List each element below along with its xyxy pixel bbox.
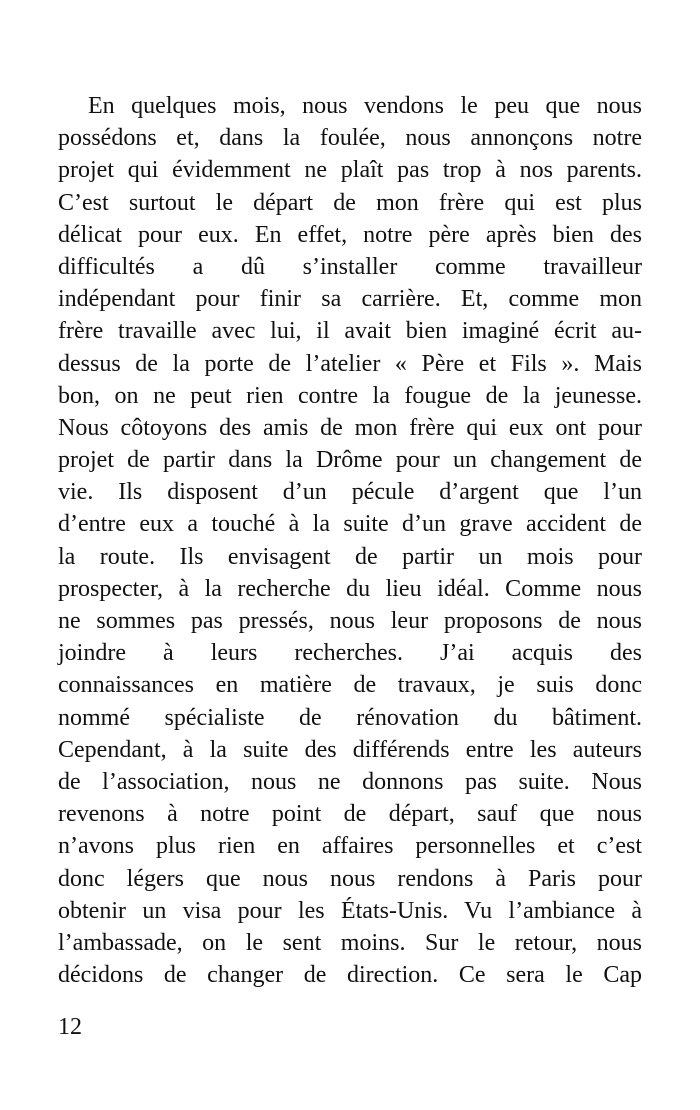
text-line: bon, on ne peut rien contre la fougue de la jeunesse. bbox=[58, 382, 642, 409]
text-line: connaissances en matière de travaux, je suis donc bbox=[58, 672, 642, 699]
text-line: frère travaille avec lui, il avait bien imaginé écrit au- bbox=[58, 318, 642, 345]
text-line: n’avons plus rien en affaires personnelles et c’est bbox=[58, 833, 642, 860]
text-line: Cependant, à la suite des différends entre les auteurs bbox=[58, 736, 642, 763]
text-line: projet de partir dans la Drôme pour un changement de bbox=[58, 447, 642, 474]
text-line: décidons de changer de direction. Ce sera le Cap bbox=[58, 962, 642, 989]
body-paragraph bbox=[58, 90, 642, 991]
text-line: vie. Ils disposent d’un pécule d’argent que l’un bbox=[58, 479, 642, 506]
text-line: indépendant pour finir sa carrière. Et, comme mon bbox=[58, 286, 642, 313]
text-line: de l’association, nous ne donnons pas suite. Nous bbox=[58, 768, 642, 795]
text-line: ne sommes pas pressés, nous leur proposons de nous bbox=[58, 608, 642, 634]
text-line: possédons et, dans la foulée, nous annonçons notre bbox=[58, 125, 642, 152]
text-line: délicat pour eux. En effet, notre père après bien des bbox=[58, 221, 642, 248]
text-line: d’entre eux a touché à la suite d’un grave accident de bbox=[58, 511, 642, 538]
text-line: obtenir un visa pour les États-Unis. Vu l’ambiance à bbox=[58, 897, 642, 924]
text-line: projet qui évidemment ne plaît pas trop à nos parents. bbox=[58, 157, 642, 184]
text-line: Nous côtoyons des amis de mon frère qui eux ont pour bbox=[58, 414, 642, 441]
text-line: dessus de la porte de l’atelier « Père et Fils ». Mais bbox=[58, 350, 642, 377]
page-number: 12 bbox=[58, 1014, 82, 1040]
text-line: la route. Ils envisagent de partir un mois pour bbox=[58, 543, 642, 570]
text-line: l’ambassade, on le sent moins. Sur le retour, nous bbox=[58, 929, 642, 956]
text-line: prospecter, à la recherche du lieu idéal. Comme nous bbox=[58, 575, 642, 602]
text-line: En quelques mois, nous vendons le peu que nous bbox=[88, 93, 642, 119]
text-line: nommé spécialiste de rénovation du bâtiment. bbox=[58, 704, 642, 731]
text-line: donc légers que nous nous rendons à Paris pour bbox=[58, 865, 642, 892]
text-line: difficultés a dû s’installer comme travailleur bbox=[58, 253, 642, 280]
text-line: revenons à notre point de départ, sauf que nous bbox=[58, 801, 642, 828]
text-line: C’est surtout le départ de mon frère qui est plus bbox=[58, 189, 642, 216]
text-line: joindre à leurs recherches. J’ai acquis des bbox=[58, 640, 642, 667]
